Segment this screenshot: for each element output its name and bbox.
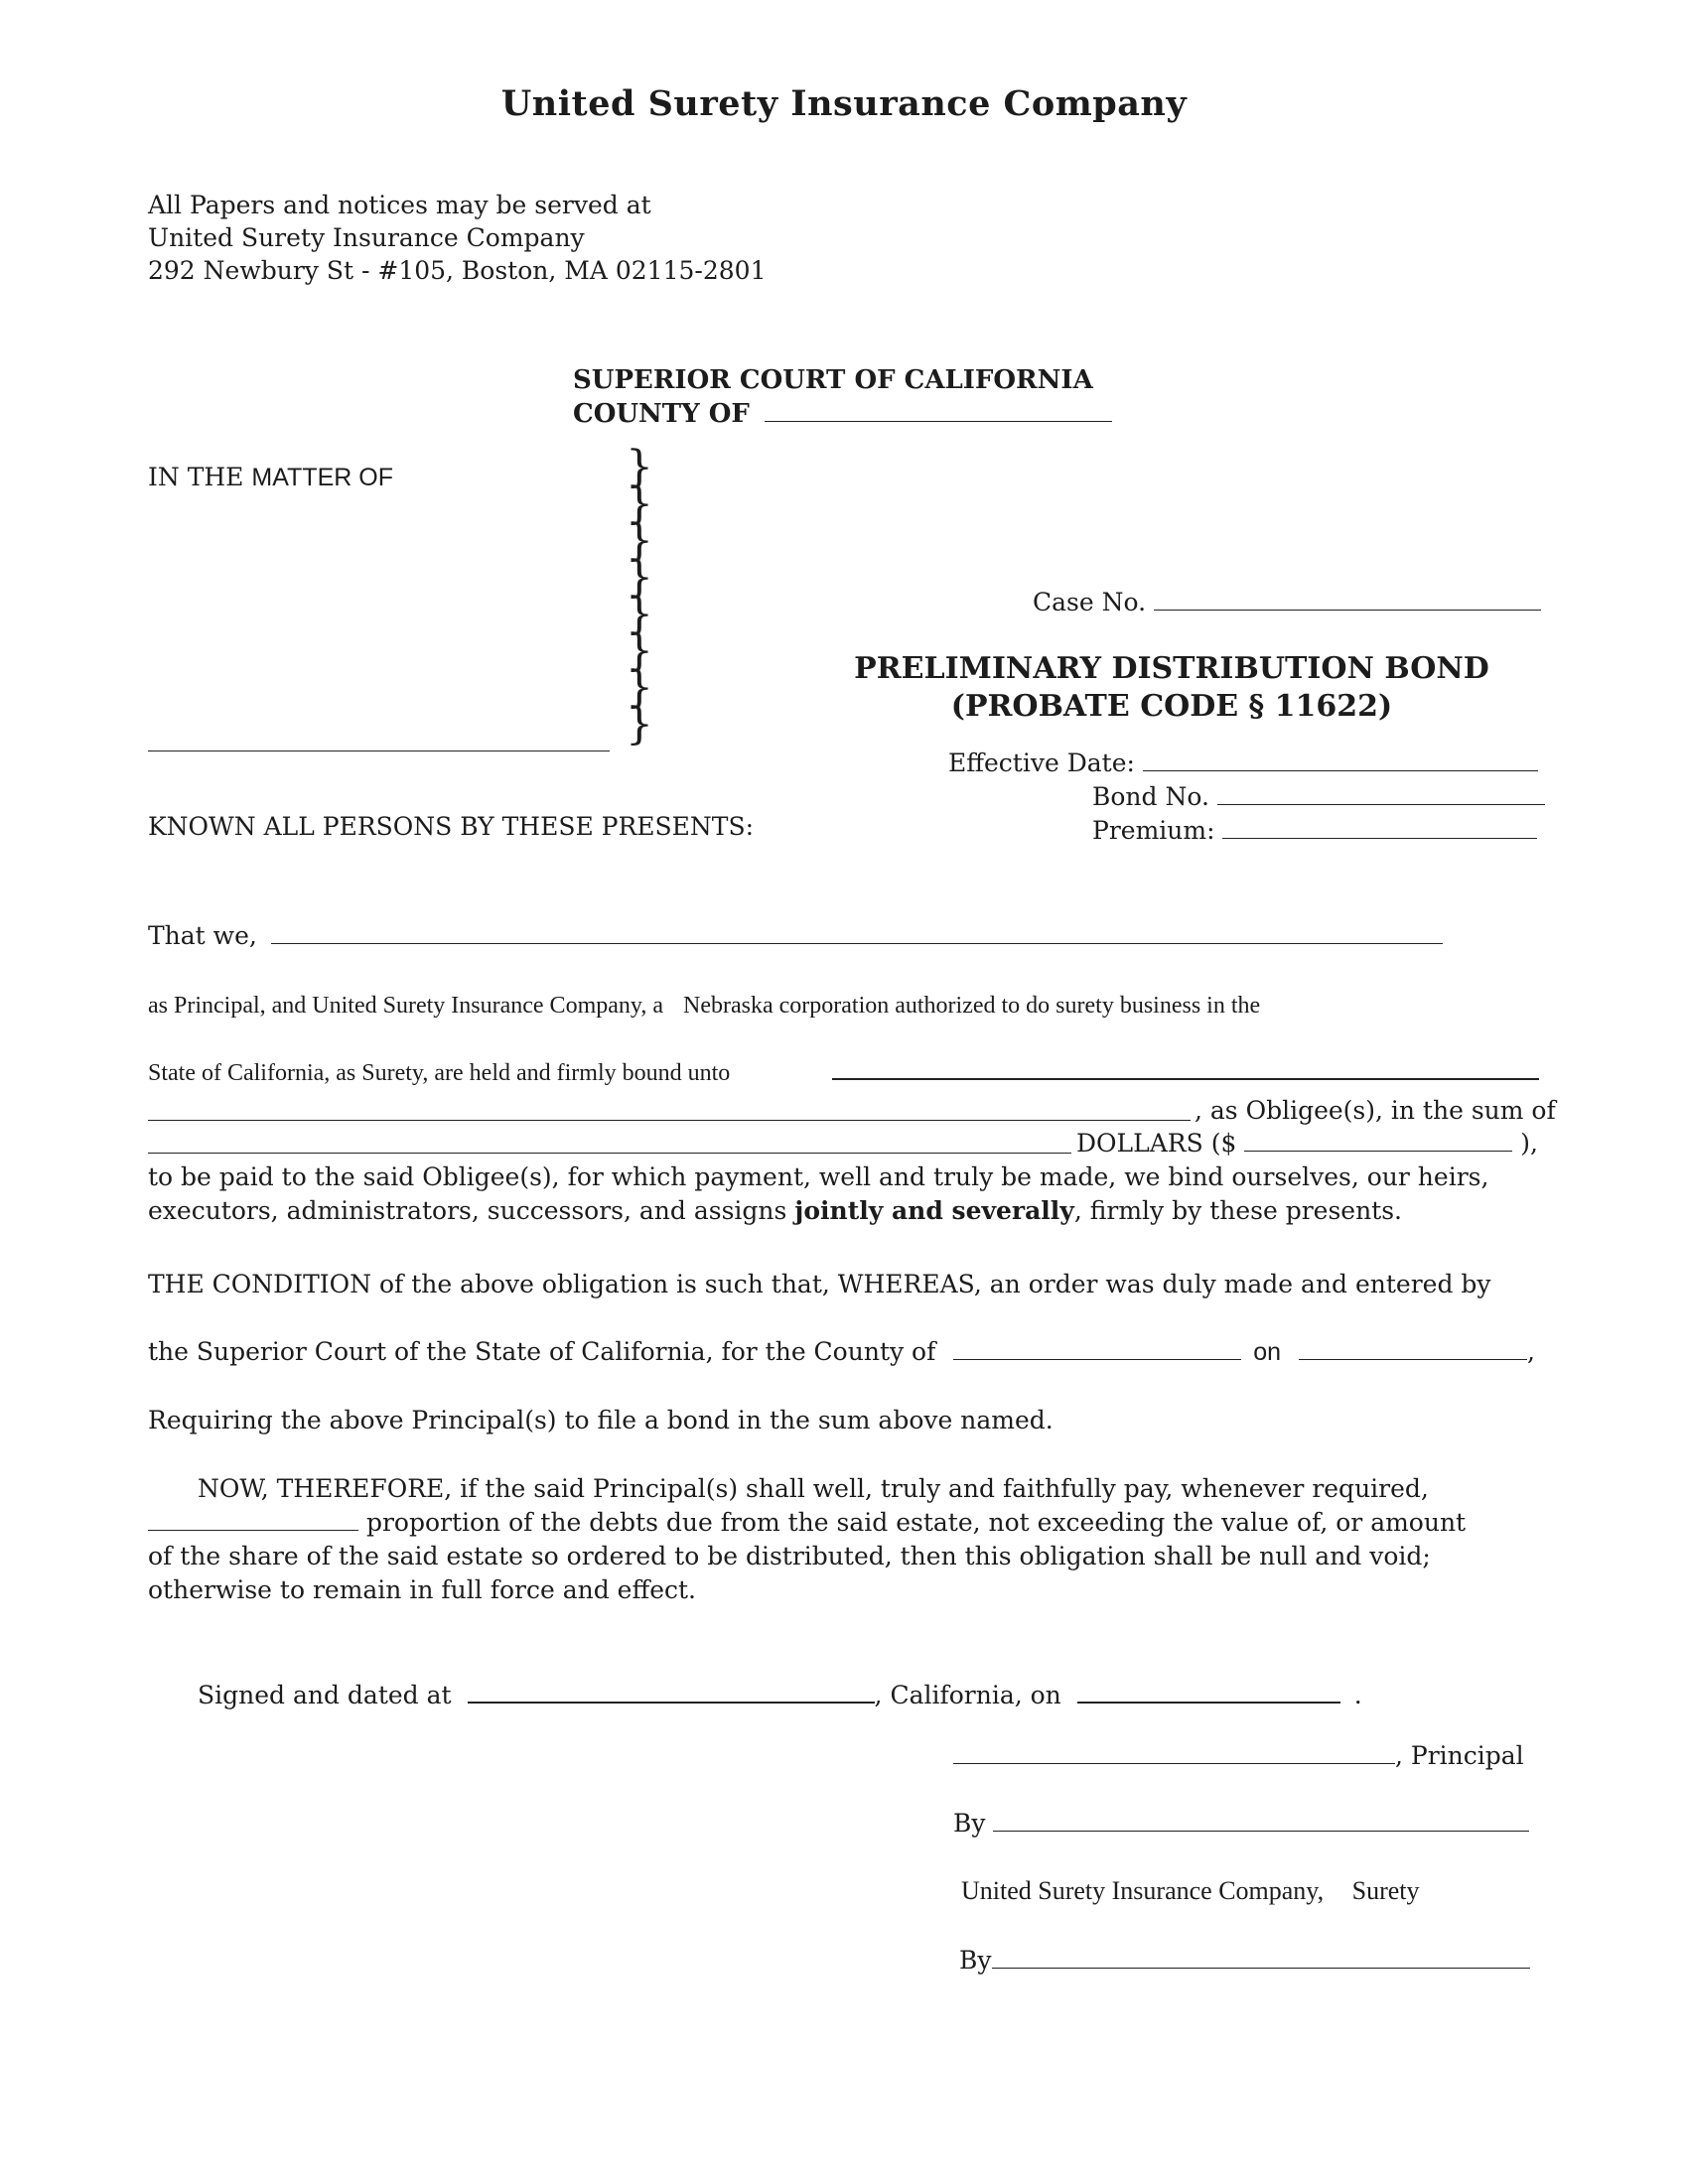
executors-line — [148, 1196, 1402, 1225]
signed-period: . — [1353, 1681, 1362, 1709]
service-company: United Surety Insurance Company — [148, 223, 585, 252]
dollars-label: DOLLARS ($ — [1076, 1129, 1237, 1158]
effective-date-row — [948, 749, 1538, 777]
brace-glyph: } — [626, 442, 653, 492]
service-address: 292 Newbury St - #105, Boston, MA 02115-2801 — [148, 256, 767, 285]
company-title: United Surety Insurance Company — [500, 83, 1188, 124]
brace-glyph: } — [626, 552, 653, 603]
principal-line-b: Nebraska corporation authorized to do surety business in the — [682, 993, 1261, 1019]
sum-amount-field[interactable] — [1244, 1129, 1512, 1152]
principal-label: , Principal — [1395, 1741, 1524, 1770]
brace-glyph: } — [626, 589, 653, 639]
bond-no-row — [1092, 782, 1545, 811]
otherwise-line: otherwise to remain in full force and effect. — [148, 1575, 696, 1604]
comma: , — [1527, 1337, 1535, 1366]
premium-label: Premium: — [1092, 816, 1215, 845]
case-no-field[interactable] — [1154, 588, 1541, 611]
court-name: SUPERIOR COURT OF CALIFORNIA — [573, 365, 1093, 395]
principal-signature-field[interactable] — [953, 1741, 1395, 1764]
now-therefore-line: NOW, THEREFORE, if the said Principal(s) shall well, truly and faithfully pay, whenever required, — [198, 1474, 1429, 1503]
by-row-surety — [959, 1946, 1530, 1975]
matter-label-suffix: MATTER OF — [251, 464, 393, 491]
condition-line: THE CONDITION of the above obligation is such that, WHEREAS, an order was duly made and entered by — [148, 1270, 1491, 1298]
sum-words-field[interactable] — [148, 1153, 1071, 1154]
by-label-surety: By — [959, 1946, 992, 1975]
principal-by-field[interactable] — [993, 1809, 1529, 1832]
state-row — [148, 1060, 730, 1087]
case-no-row — [1033, 588, 1541, 616]
california-on: , California, on — [874, 1681, 1061, 1709]
principal-line — [148, 993, 1260, 1020]
signed-text: Signed and dated at — [198, 1681, 452, 1709]
brace-glyph: } — [626, 699, 653, 750]
paid-line: to be paid to the said Obligee(s), for which payment, well and truly be made, we bind ourselves, our heirs, — [148, 1162, 1489, 1191]
obligee-field-1[interactable] — [832, 1078, 1539, 1080]
principal-line-a: as Principal, and United Surety Insurance Company, a — [148, 993, 663, 1019]
premium-field[interactable] — [1222, 816, 1537, 839]
obligee-text: , as Obligee(s), in the sum of — [1195, 1096, 1556, 1125]
service-notice: All Papers and notices may be served at — [148, 191, 651, 219]
county-field[interactable] — [765, 399, 1112, 422]
county-order-row — [148, 1337, 1535, 1367]
that-we-label: That we, — [148, 921, 257, 950]
proportion-field[interactable] — [148, 1508, 358, 1531]
bond-no-label: Bond No. — [1092, 782, 1209, 811]
principal-sign-row — [953, 1741, 1524, 1770]
county-row — [573, 399, 1112, 429]
case-no-label: Case No. — [1033, 588, 1147, 616]
signed-date-field[interactable] — [1077, 1680, 1340, 1704]
bond-subtitle: (PROBATE CODE § 11622) — [950, 689, 1393, 724]
effective-date-label: Effective Date: — [948, 749, 1135, 777]
matter-label-prefix: IN THE — [148, 463, 244, 491]
executors-text: executors, administrators, successors, and assigns — [148, 1196, 787, 1225]
bracket-column — [626, 442, 653, 750]
jointly-severally: jointly and severally — [794, 1196, 1074, 1225]
surety-label: Surety — [1351, 1876, 1420, 1905]
brace-glyph: } — [626, 625, 653, 676]
brace-glyph: } — [626, 478, 653, 529]
proportion-text: proportion of the debts due from the said estate, not exceeding the value of, or amount — [365, 1508, 1467, 1537]
state-line: State of California, as Surety, are held and firmly bound unto — [148, 1060, 731, 1086]
order-county-field[interactable] — [953, 1337, 1241, 1360]
by-label: By — [953, 1809, 986, 1838]
surety-company: United Surety Insurance Company, — [961, 1876, 1325, 1905]
order-date-field[interactable] — [1299, 1337, 1527, 1360]
by-row-principal — [953, 1809, 1529, 1838]
county-order-text: the Superior Court of the State of California, for the County of — [148, 1337, 936, 1366]
matter-label — [148, 463, 393, 492]
requiring-line: Requiring the above Principal(s) to file a bond in the sum above named. — [148, 1406, 1054, 1434]
county-label: COUNTY OF — [573, 399, 750, 429]
effective-date-field[interactable] — [1143, 749, 1538, 771]
executors-text-end: , firmly by these presents. — [1073, 1196, 1403, 1225]
that-we-row — [148, 921, 1443, 950]
signed-location-field[interactable] — [468, 1680, 875, 1704]
known-all-persons: KNOWN ALL PERSONS BY THESE PRESENTS: — [148, 812, 755, 841]
principal-name-field[interactable] — [271, 921, 1443, 944]
dollars-row — [1076, 1129, 1538, 1158]
surety-by-field[interactable] — [992, 1946, 1530, 1969]
on-word: on — [1253, 1338, 1282, 1366]
bond-no-field[interactable] — [1217, 782, 1545, 805]
obligee-field-2[interactable] — [148, 1120, 1191, 1121]
dollars-close: ), — [1520, 1129, 1538, 1158]
bond-title: PRELIMINARY DISTRIBUTION BOND — [854, 651, 1489, 686]
signed-row — [198, 1680, 1362, 1709]
brace-glyph: } — [626, 662, 653, 713]
proportion-row — [148, 1508, 1466, 1537]
premium-row — [1092, 816, 1537, 845]
share-line: of the share of the said estate so ordered to be distributed, then this obligation shall be null and void; — [148, 1542, 1431, 1570]
brace-glyph: } — [626, 515, 653, 566]
surety-row — [961, 1876, 1420, 1906]
